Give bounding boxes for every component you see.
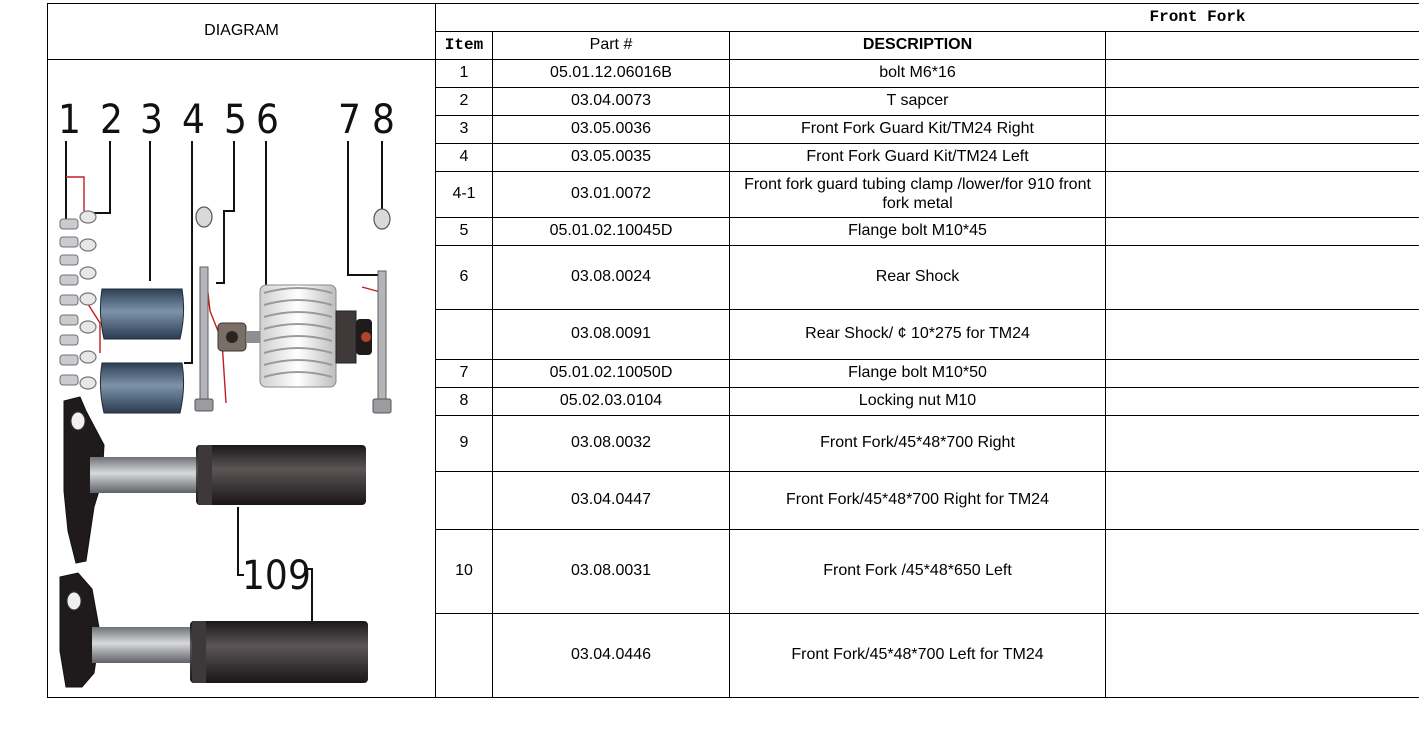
item-cell: 4-1 — [436, 172, 493, 218]
item-cell: 7 — [436, 360, 493, 388]
part-number-cell: 03.05.0035 — [493, 144, 730, 172]
description-cell: T sapcer — [730, 88, 1106, 116]
part-number-cell: 03.04.0447 — [493, 472, 730, 530]
description-cell: Flange bolt M10*50 — [730, 360, 1106, 388]
part-number-cell: 05.02.03.0104 — [493, 388, 730, 416]
exploded-diagram-cell — [48, 60, 436, 698]
item-cell: 6 — [436, 246, 493, 310]
description-cell: Front Fork Guard Kit/TM24 Left — [730, 144, 1106, 172]
extra-cell — [1106, 614, 1419, 698]
extra-cell — [1106, 530, 1419, 614]
category-title: Front Fork — [436, 4, 1419, 32]
callout-5: 5 — [224, 96, 247, 143]
item-cell — [436, 614, 493, 698]
part-number-cell: 03.08.0032 — [493, 416, 730, 472]
part-number-cell: 03.04.0073 — [493, 88, 730, 116]
part-number-cell: 03.04.0446 — [493, 614, 730, 698]
item-cell: 1 — [436, 60, 493, 88]
extra-cell — [1106, 172, 1419, 218]
extra-cell — [1106, 416, 1419, 472]
callout-6: 6 — [256, 96, 279, 143]
description-cell: Front fork guard tubing clamp /lower/for 910 front fork metal — [730, 172, 1106, 218]
item-cell: 10 — [436, 530, 493, 614]
fork-guard-left — [100, 363, 183, 413]
t-spacer-set — [80, 211, 96, 389]
callout-3: 3 — [140, 96, 163, 143]
extra-cell — [1106, 360, 1419, 388]
parts-table — [47, 3, 1419, 698]
item-column-header: Item — [436, 32, 493, 60]
table-row — [48, 60, 1419, 88]
extra-cell — [1106, 218, 1419, 246]
item-cell: 8 — [436, 388, 493, 416]
item-cell — [436, 310, 493, 360]
bolt-m6-set — [60, 219, 78, 385]
description-cell: Rear Shock/ ¢ 10*275 for TM24 — [730, 310, 1106, 360]
flange-bolt-m10-50 — [373, 271, 391, 413]
description-cell: bolt M6*16 — [730, 60, 1106, 88]
description-cell: Front Fork/45*48*700 Right for TM24 — [730, 472, 1106, 530]
extra-cell — [1106, 144, 1419, 172]
extra-cell — [1106, 388, 1419, 416]
front-fork-exploded-diagram — [50, 61, 436, 697]
part-number-cell: 03.08.0091 — [493, 310, 730, 360]
callout-4: 4 — [182, 96, 205, 143]
part-number-cell: 03.08.0031 — [493, 530, 730, 614]
front-fork-left — [60, 573, 368, 687]
part-number-column-header: Part # — [493, 32, 730, 60]
diagram-header: DIAGRAM — [48, 4, 436, 60]
description-cell: Front Fork/45*48*700 Left for TM24 — [730, 614, 1106, 698]
part-number-cell: 03.08.0024 — [493, 246, 730, 310]
description-cell: Front Fork /45*48*650 Left — [730, 530, 1106, 614]
extra-cell — [1106, 60, 1419, 88]
part-number-cell: 05.01.12.06016B — [493, 60, 730, 88]
extra-cell — [1106, 88, 1419, 116]
part-number-cell: 05.01.02.10045D — [493, 218, 730, 246]
description-cell: Front Fork Guard Kit/TM24 Right — [730, 116, 1106, 144]
description-column-header: DESCRIPTION — [730, 32, 1106, 60]
item-cell: 2 — [436, 88, 493, 116]
description-cell: Locking nut M10 — [730, 388, 1106, 416]
fork-guard-right — [100, 289, 183, 339]
part-number-cell: 03.01.0072 — [493, 172, 730, 218]
extra-cell — [1106, 116, 1419, 144]
part-number-cell: 05.01.02.10050D — [493, 360, 730, 388]
extra-cell — [1106, 310, 1419, 360]
callout-2: 2 — [100, 96, 123, 143]
description-cell: Rear Shock — [730, 246, 1106, 310]
extra-cell — [1106, 472, 1419, 530]
rear-shock — [218, 285, 372, 387]
description-cell: Flange bolt M10*45 — [730, 218, 1106, 246]
extra-cell — [1106, 246, 1419, 310]
locking-nut-m10 — [374, 209, 390, 229]
item-cell: 3 — [436, 116, 493, 144]
item-cell — [436, 472, 493, 530]
extra-column-header — [1106, 32, 1419, 60]
front-fork-right — [64, 397, 366, 563]
part-number-cell: 03.05.0036 — [493, 116, 730, 144]
item-cell: 9 — [436, 416, 493, 472]
description-cell: Front Fork/45*48*700 Right — [730, 416, 1106, 472]
callout-7: 7 — [338, 96, 361, 143]
callout-1: 1 — [58, 96, 81, 143]
title-row — [48, 4, 1419, 32]
item-cell: 4 — [436, 144, 493, 172]
callout-10: 10 — [242, 552, 288, 599]
callout-9: 9 — [288, 552, 311, 599]
callout-8: 8 — [372, 96, 395, 143]
item-cell: 5 — [436, 218, 493, 246]
parts-sheet — [47, 3, 1419, 697]
